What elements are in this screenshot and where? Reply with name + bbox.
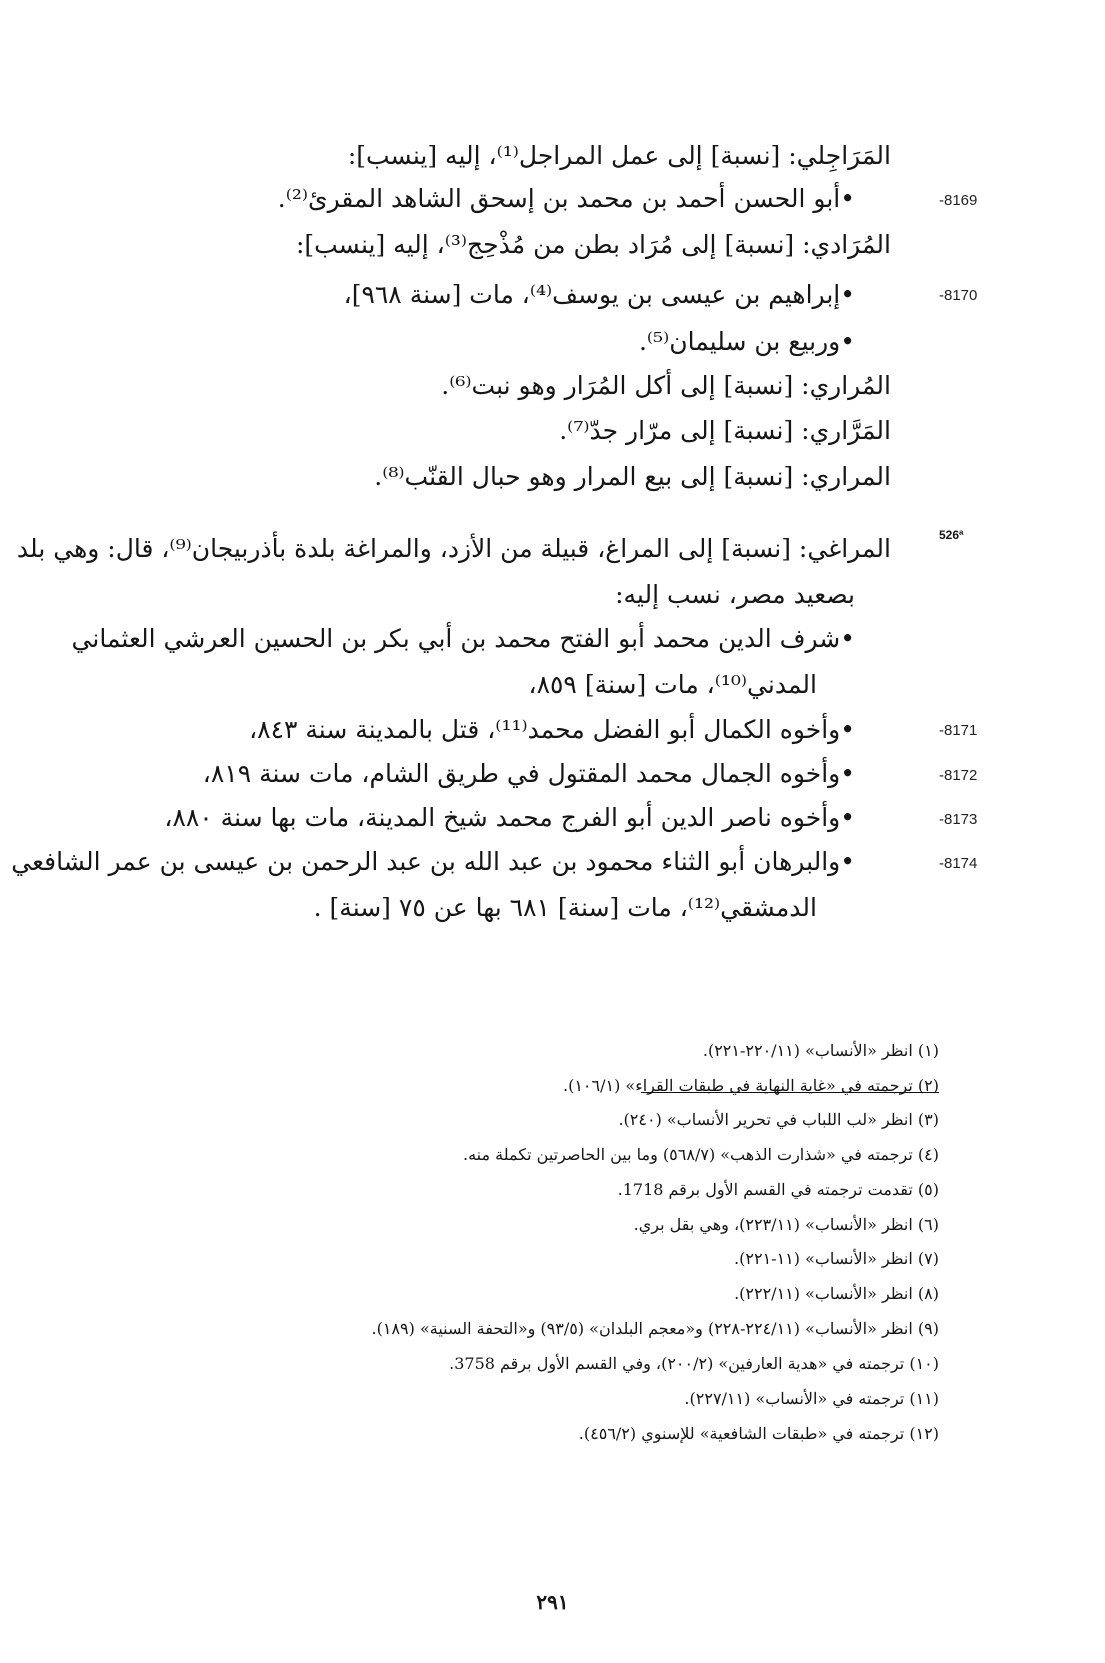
text-line: المَرَّاري: [نسبة] إلى مرّار جدّ⁽⁷⁾.: [559, 416, 891, 445]
text-line: •وأخوه ناصر الدين أبو الفرج محمد شيخ المدينة، مات بها سنة ٨٨٠،: [164, 803, 855, 832]
entry-number: -8171: [939, 722, 978, 739]
footnote: (٢) ترجمته في «غاية النهاية في طبقات القراء» (١٠٦/١).: [563, 1076, 939, 1095]
text-line: الدمشقي⁽¹²⁾، مات [سنة] ٦٨١ بها عن ٧٥ [سنة] .: [313, 893, 817, 922]
footnote: (٧) انظر «الأنساب» (١١-٢٢١).: [734, 1249, 939, 1268]
footnote: (١٢) ترجمته في «طبقات الشافعية» للإسنوي (٤٥٦/٢).: [578, 1424, 939, 1443]
text-line: بصعيد مصر، نسب إليه:: [615, 580, 855, 609]
entry-number: -8172: [939, 767, 978, 784]
entry-number: -8173: [939, 811, 978, 828]
footnote: (١١) ترجمته في «الأنساب» (٢٢٧/١١).: [684, 1389, 939, 1408]
text-line: المُرَادي: [نسبة] إلى مُرَاد بطن من مُذْحِج⁽³⁾، إليه [ينسب]:: [295, 230, 891, 259]
entry-number: -8174: [939, 855, 978, 872]
text-line: المراغي: [نسبة] إلى المراغ، قبيلة من الأزد، والمراغة بلدة بأذربيجان⁽⁹⁾، قال: وهي بلد: [16, 534, 891, 563]
footnote: (٥) تقدمت ترجمته في القسم الأول برقم 1718.: [617, 1180, 939, 1199]
text-line: •أبو الحسن أحمد بن محمد بن إسحق الشاهد المقرئ⁽²⁾.: [277, 184, 855, 213]
page-number: ٢٩١: [536, 1590, 569, 1614]
text-line: المَرَاجِلي: [نسبة] إلى عمل المراجل⁽¹⁾، إليه [ينسب]:: [347, 141, 891, 170]
footnote: (٩) انظر «الأنساب» (٢٢٤/١١-٢٢٨) و«معجم البلدان» (٩٣/٥) و«التحفة السنية» (١٨٩).: [371, 1319, 939, 1338]
text-line: المدني⁽¹⁰⁾، مات [سنة] ٨٥٩،: [528, 670, 817, 699]
text-line: المراري: [نسبة] إلى بيع المرار وهو حبال القنّب⁽⁸⁾.: [374, 462, 891, 491]
margin-marker: 526ª: [939, 528, 964, 542]
text-line: •إبراهيم بن عيسى بن يوسف⁽⁴⁾، مات [سنة ٩٦٨]،: [343, 280, 855, 309]
footnote: (٨) انظر «الأنساب» (٢٢٢/١١).: [734, 1284, 939, 1303]
entry-number: -8169: [939, 192, 978, 209]
text-line: •وربيع بن سليمان⁽⁵⁾.: [638, 327, 855, 356]
footnote: (٣) انظر «لب اللباب في تحرير الأنساب» (٢٤٠).: [618, 1110, 939, 1129]
footnote: (٤) ترجمته في «شذارت الذهب» (٥٦٨/٧) وما بين الحاصرتين تكملة منه.: [462, 1145, 939, 1164]
text-line: •وأخوه الكمال أبو الفضل محمد⁽¹¹⁾، قتل بالمدينة سنة ٨٤٣،: [249, 715, 855, 744]
footnote: (٦) انظر «الأنساب» (٢٢٣/١١)، وهي بقل بري.: [633, 1215, 939, 1234]
text-line: المُراري: [نسبة] إلى أكل المُرَار وهو نبت⁽⁶⁾.: [441, 371, 891, 400]
text-line: •والبرهان أبو الثناء محمود بن عبد الله بن عبد الرحمن بن عيسى بن عمر الشافعي: [11, 847, 855, 876]
text-line: •شرف الدين محمد أبو الفتح محمد بن أبي بكر بن الحسين العرشي العثماني: [71, 624, 855, 653]
entry-number: -8170: [939, 287, 978, 304]
text-line: •وأخوه الجمال محمد المقتول في طريق الشام، مات سنة ٨١٩،: [202, 759, 855, 788]
footnote: (١) انظر «الأنساب» (٢٢٠/١١-٢٢١).: [702, 1041, 939, 1060]
footnote: (١٠) ترجمته في «هدية العارفين» (٢٠٠/٢)، وفي القسم الأول برقم 3758.: [449, 1354, 939, 1373]
